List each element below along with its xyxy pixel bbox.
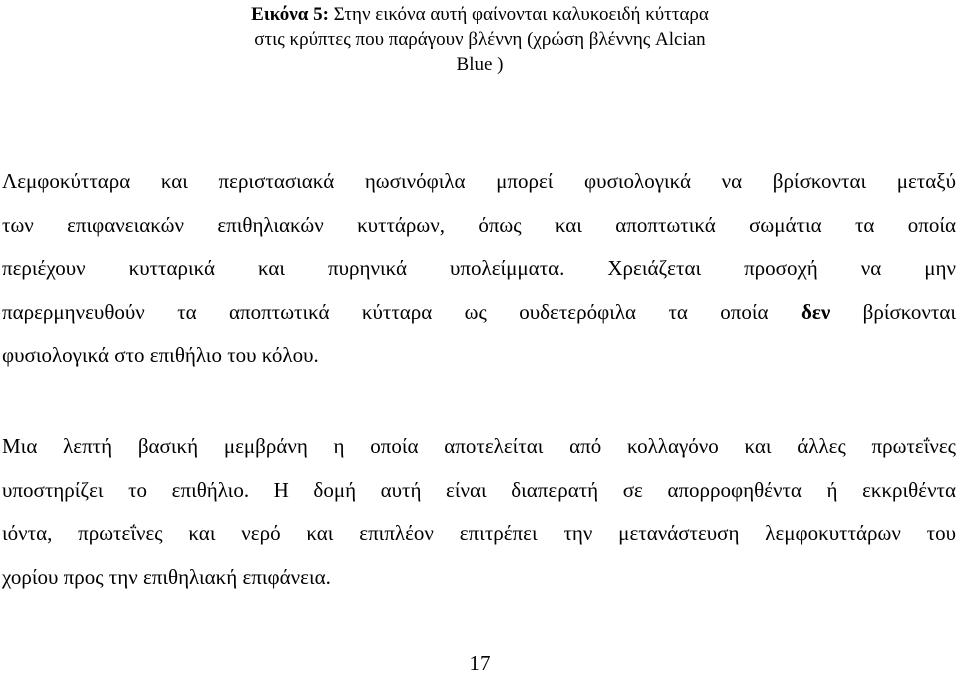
caption-line-1	[200, 2, 760, 27]
caption-line-2: στις κρύπτες που παράγουν βλέννη (χρώση βλέννης Alcian	[254, 29, 706, 50]
paragraph1-line-5: φυσιολογικά στο επιθήλιο του κόλου.	[2, 343, 319, 367]
paragraph2-line-3: ιόντα, πρωτεΐνες και νερό και επιπλέον επιτρέπει την μετανάστευση λεμφοκυττάρων του	[2, 521, 956, 545]
paragraph1-line-4-end: βρίσκονται	[862, 299, 957, 324]
caption-line-3: Blue )	[456, 54, 504, 75]
caption-label: Εικόνα 5:	[251, 4, 329, 25]
figure-caption	[200, 2, 760, 77]
emphasis-den: δεν	[800, 299, 831, 324]
paragraph1-line-4-start: παρερμηνευθούν τα αποπτωτικά κύτταρα ως ουδετερόφιλα τα οποία	[2, 299, 769, 324]
paragraph1-line-2: των επιφανειακών επιθηλιακών κυττάρων, όπως και αποπτωτικά σωμάτια τα οποία	[2, 212, 956, 237]
paragraph2-line-1: Μια λεπτή βασική μεμβράνη η οποία αποτελείται από κολλαγόνο και άλλες πρωτεΐνες	[2, 434, 956, 458]
paragraph2-line-2: υποστηρίζει το επιθήλιο. Η δομή αυτή είναι διαπερατή σε απορροφηθέντα ή εκκριθέντα	[2, 477, 956, 502]
page-number: 17	[469, 651, 491, 675]
paragraph2-line-4: χορίου προς την επιθηλιακή επιφάνεια.	[2, 564, 331, 589]
paragraph1-line-1: Λεμφοκύτταρα και περιστασιακά ηωσινόφιλα μπορεί φυσιολογικά να βρίσκονται μεταξύ	[2, 169, 956, 193]
paragraph-basement-membrane	[2, 425, 956, 599]
paragraph-lymphocytes	[2, 160, 956, 378]
paragraph1-line-4	[2, 291, 956, 335]
caption-text-1: Στην εικόνα αυτή φαίνονται καλυκοειδή κύτταρα	[333, 4, 709, 25]
paragraph1-line-3: περιέχουν κυτταρικά και πυρηνικά υπολείμματα. Χρειάζεται προσοχή να μην	[2, 256, 956, 280]
